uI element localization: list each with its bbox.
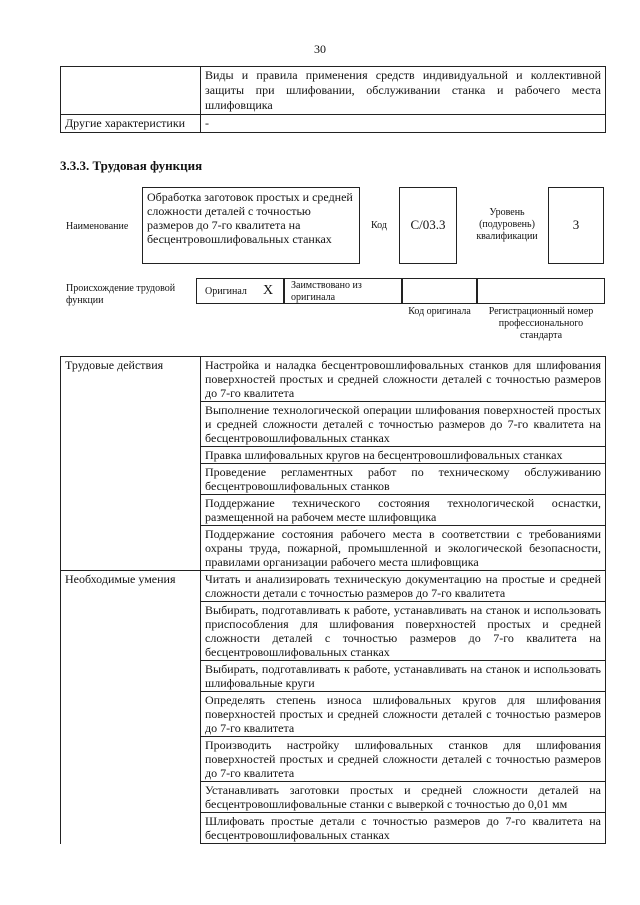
- table-row: [61, 67, 606, 115]
- name-label: Наименование: [66, 221, 129, 232]
- level-value: 3: [572, 217, 580, 232]
- skill-item: Выбирать, подготавливать к работе, устанавливать на станок и использовать шлифовальные круги: [201, 661, 606, 692]
- labor-action-item: Поддержание технического состояния технологической оснастки, размещенной на рабочем месте шлифовщика: [201, 495, 606, 526]
- original-mark: X: [263, 283, 274, 298]
- skill-item: Шлифовать простые детали с точностью размеров до 7-го квалитета на бесцентровошлифовальных станках: [201, 813, 606, 844]
- table-row: [61, 357, 606, 402]
- qualification-level-label: Уровень (подуровень) квалификации: [476, 207, 538, 242]
- row-text: Виды и правила применения средств индивидуальной и коллективной защиты при шлифовании, обслуживании станка и рабочего места шлифовщика: [201, 67, 606, 115]
- registration-number-caption: Регистрационный номер профессионального стандарта: [488, 306, 594, 341]
- skill-item: Выбирать, подготавливать к работе, устанавливать на станок и использовать приспособления для шлифования поверхностей простых и средней сложности деталей с точностью размеров до 7-го квалитета на бесцентровошлифовальных станках: [201, 602, 606, 661]
- code-label: Код: [371, 220, 387, 231]
- page-number: 30: [314, 42, 326, 56]
- group-label-required-skills: Необходимые умения: [61, 571, 201, 844]
- level-box: [548, 187, 604, 264]
- skill-item: Определять степень износа шлифовальных кругов для шлифования поверхностей простых и средней сложности деталей с точностью размеров до 7-го квалитета: [201, 692, 606, 737]
- labor-action-item: Проведение регламентных работ по техническому обслуживанию бесцентровошлифовальных станков: [201, 464, 606, 495]
- labor-function-table: [60, 356, 606, 844]
- table-row: [61, 115, 606, 133]
- knowledge-table-continuation: [60, 66, 606, 133]
- group-label-labor-actions: Трудовые действия: [61, 357, 201, 571]
- code-box: [399, 187, 457, 264]
- skill-item: Читать и анализировать техническую документацию на простые и средней сложности детали с точностью размеров до 7-го квалитета: [201, 571, 606, 602]
- labor-action-item: Выполнение технологической операции шлифования поверхностей простых и средней сложности деталей с точностью размеров до 7-го квалитета на бесцентровошлифовальных станках: [201, 402, 606, 447]
- original-code-box: [402, 278, 477, 304]
- code-value: С/03.3: [410, 217, 446, 232]
- function-name-box: Обработка заготовок простых и средней сложности деталей с точностью размеров до 7-го квалитета на бесцентровошлифовальных станках: [142, 187, 360, 264]
- registration-number-box: [477, 278, 605, 304]
- skill-item: Устанавливать заготовки простых и средней сложности деталей на бесцентровошлифовальные станки с выверкой с точностью до 0,01 мм: [201, 782, 606, 813]
- original-code-caption: Код оригинала: [408, 306, 471, 317]
- skill-item: Производить настройку шлифовальных станков для шлифования поверхностей простых и средней сложности деталей с точностью размеров до 7-го квалитета: [201, 737, 606, 782]
- table-row: [61, 571, 606, 602]
- row-label: [61, 67, 201, 115]
- labor-action-item: Поддержание состояния рабочего места в соответствии с требованиями охраны труда, пожарной, промышленной и экологической безопасности, правилами организации рабочего места шлифовщика: [201, 526, 606, 571]
- row-text: -: [201, 115, 606, 133]
- labor-action-item: Настройка и наладка бесцентровошлифовальных станков для шлифования поверхностей простых и средней сложности деталей с точностью размеров до 7-го квалитета: [201, 357, 606, 402]
- original-box: [196, 278, 284, 304]
- row-label-other-characteristics: Другие характеристики: [61, 115, 201, 133]
- borrowed-label: Заимствовано из оригинала: [291, 280, 362, 303]
- borrowed-box: [284, 278, 402, 304]
- section-title: 3.3.3. Трудовая функция: [60, 158, 203, 173]
- origin-label: Происхождение трудовой функции: [66, 283, 176, 306]
- labor-action-item: Правка шлифовальных кругов на бесцентровошлифовальных станках: [201, 447, 606, 464]
- original-label: Оригинал: [205, 286, 247, 297]
